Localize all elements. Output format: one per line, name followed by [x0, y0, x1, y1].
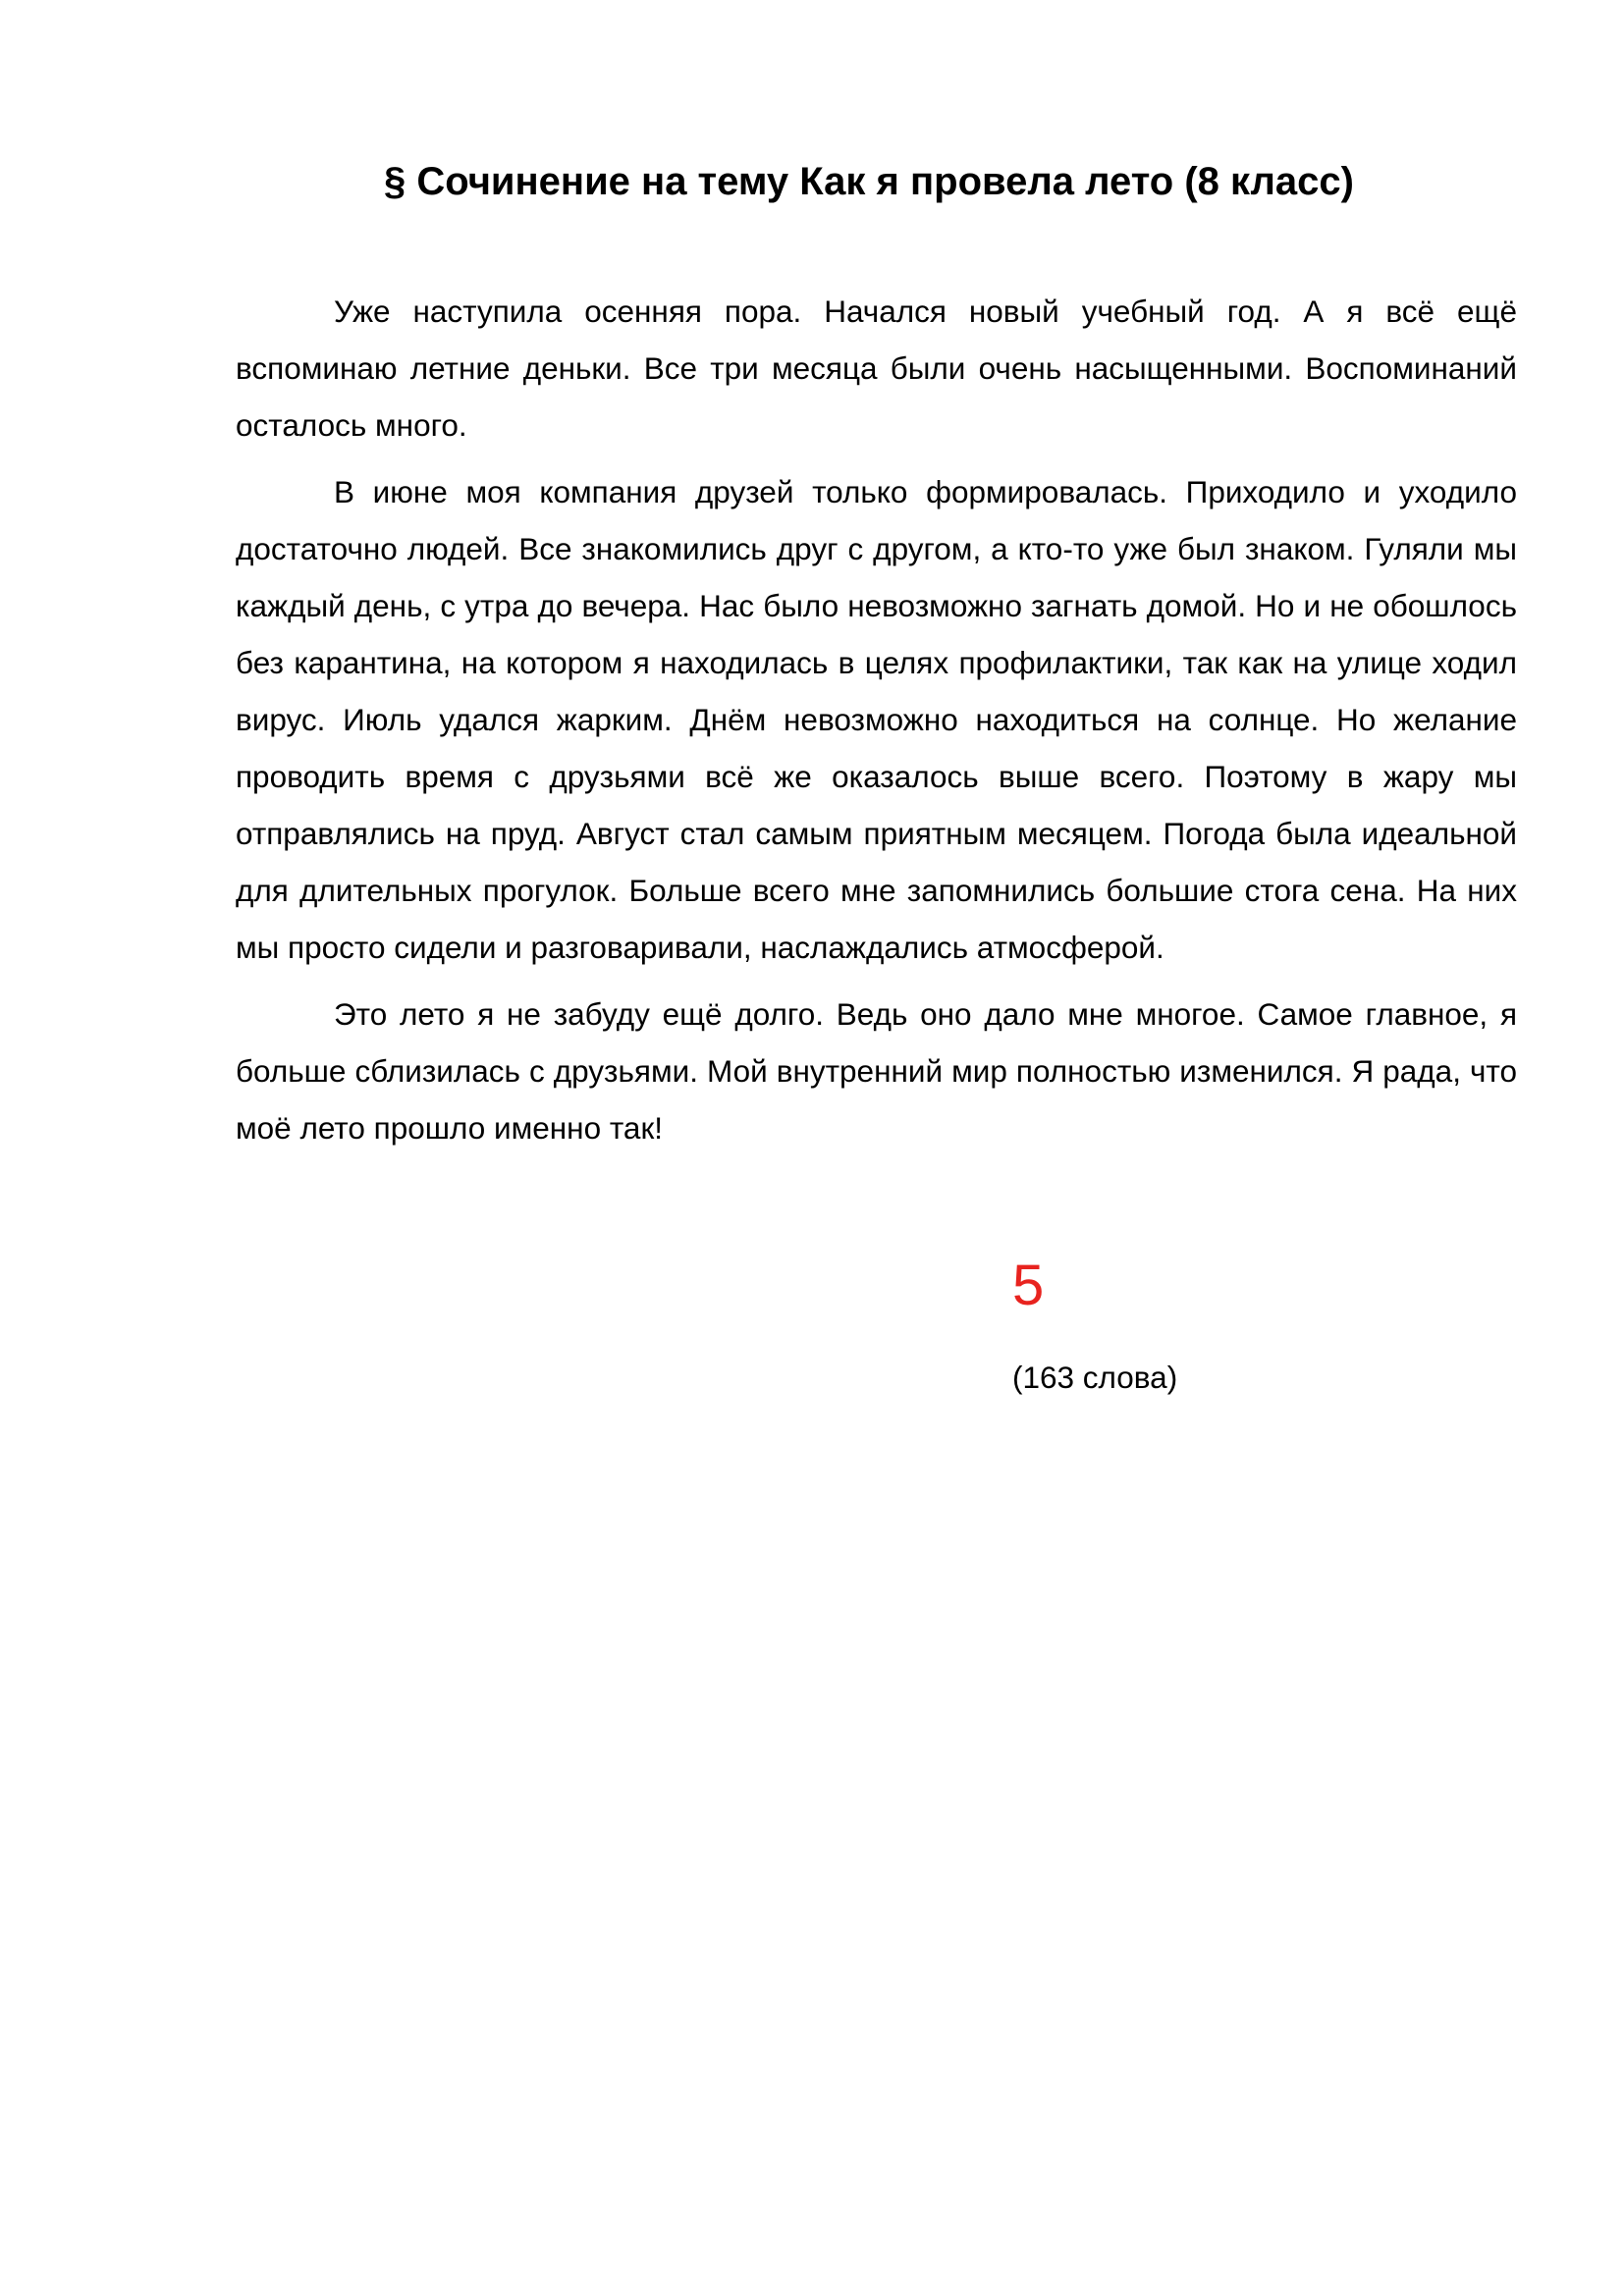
essay-body	[236, 283, 1517, 1166]
essay-paragraph: Это лето я не забуду ещё долго. Ведь оно дало мне многое. Самое главное, я больше сблизилась с друзьями. Мой внутренний мир полностью изменился. Я рада, что моё лето прошло именно так!	[236, 996, 1517, 1146]
word-count: (163 слова)	[1012, 1360, 1178, 1395]
essay-title: § Сочинение на тему Как я провела лето (8 класс)	[384, 160, 1354, 203]
grade-mark: 5	[1012, 1254, 1045, 1317]
essay-paragraph: В июне моя компания друзей только формировалась. Приходило и уходило достаточно людей. Все знакомились друг с другом, а кто-то уже был знаком. Гуляли мы каждый день, с утра до вечера. Нас было невозможно загнать домой. Но и не обошлось без карантина, на котором я находилась в целях профилактики, так как на улице ходил вирус. Июль удался жарким. Днём невозможно находиться на солнце. Но желание проводить время с друзьями всё же оказалось выше всего. Поэтому в жару мы отправлялись на пруд. Август стал самым приятным месяцем. Погода была идеальной для длительных прогулок. Больше всего мне запомнились большие стога сена. На них мы просто сидели и разговаривали, наслаждались атмосферой.	[236, 474, 1517, 965]
essay-paragraph: Уже наступила осенняя пора. Начался новый учебный год. А я всё ещё вспоминаю летние деньки. Все три месяца были очень насыщенными. Воспоминаний осталось много.	[236, 294, 1517, 443]
